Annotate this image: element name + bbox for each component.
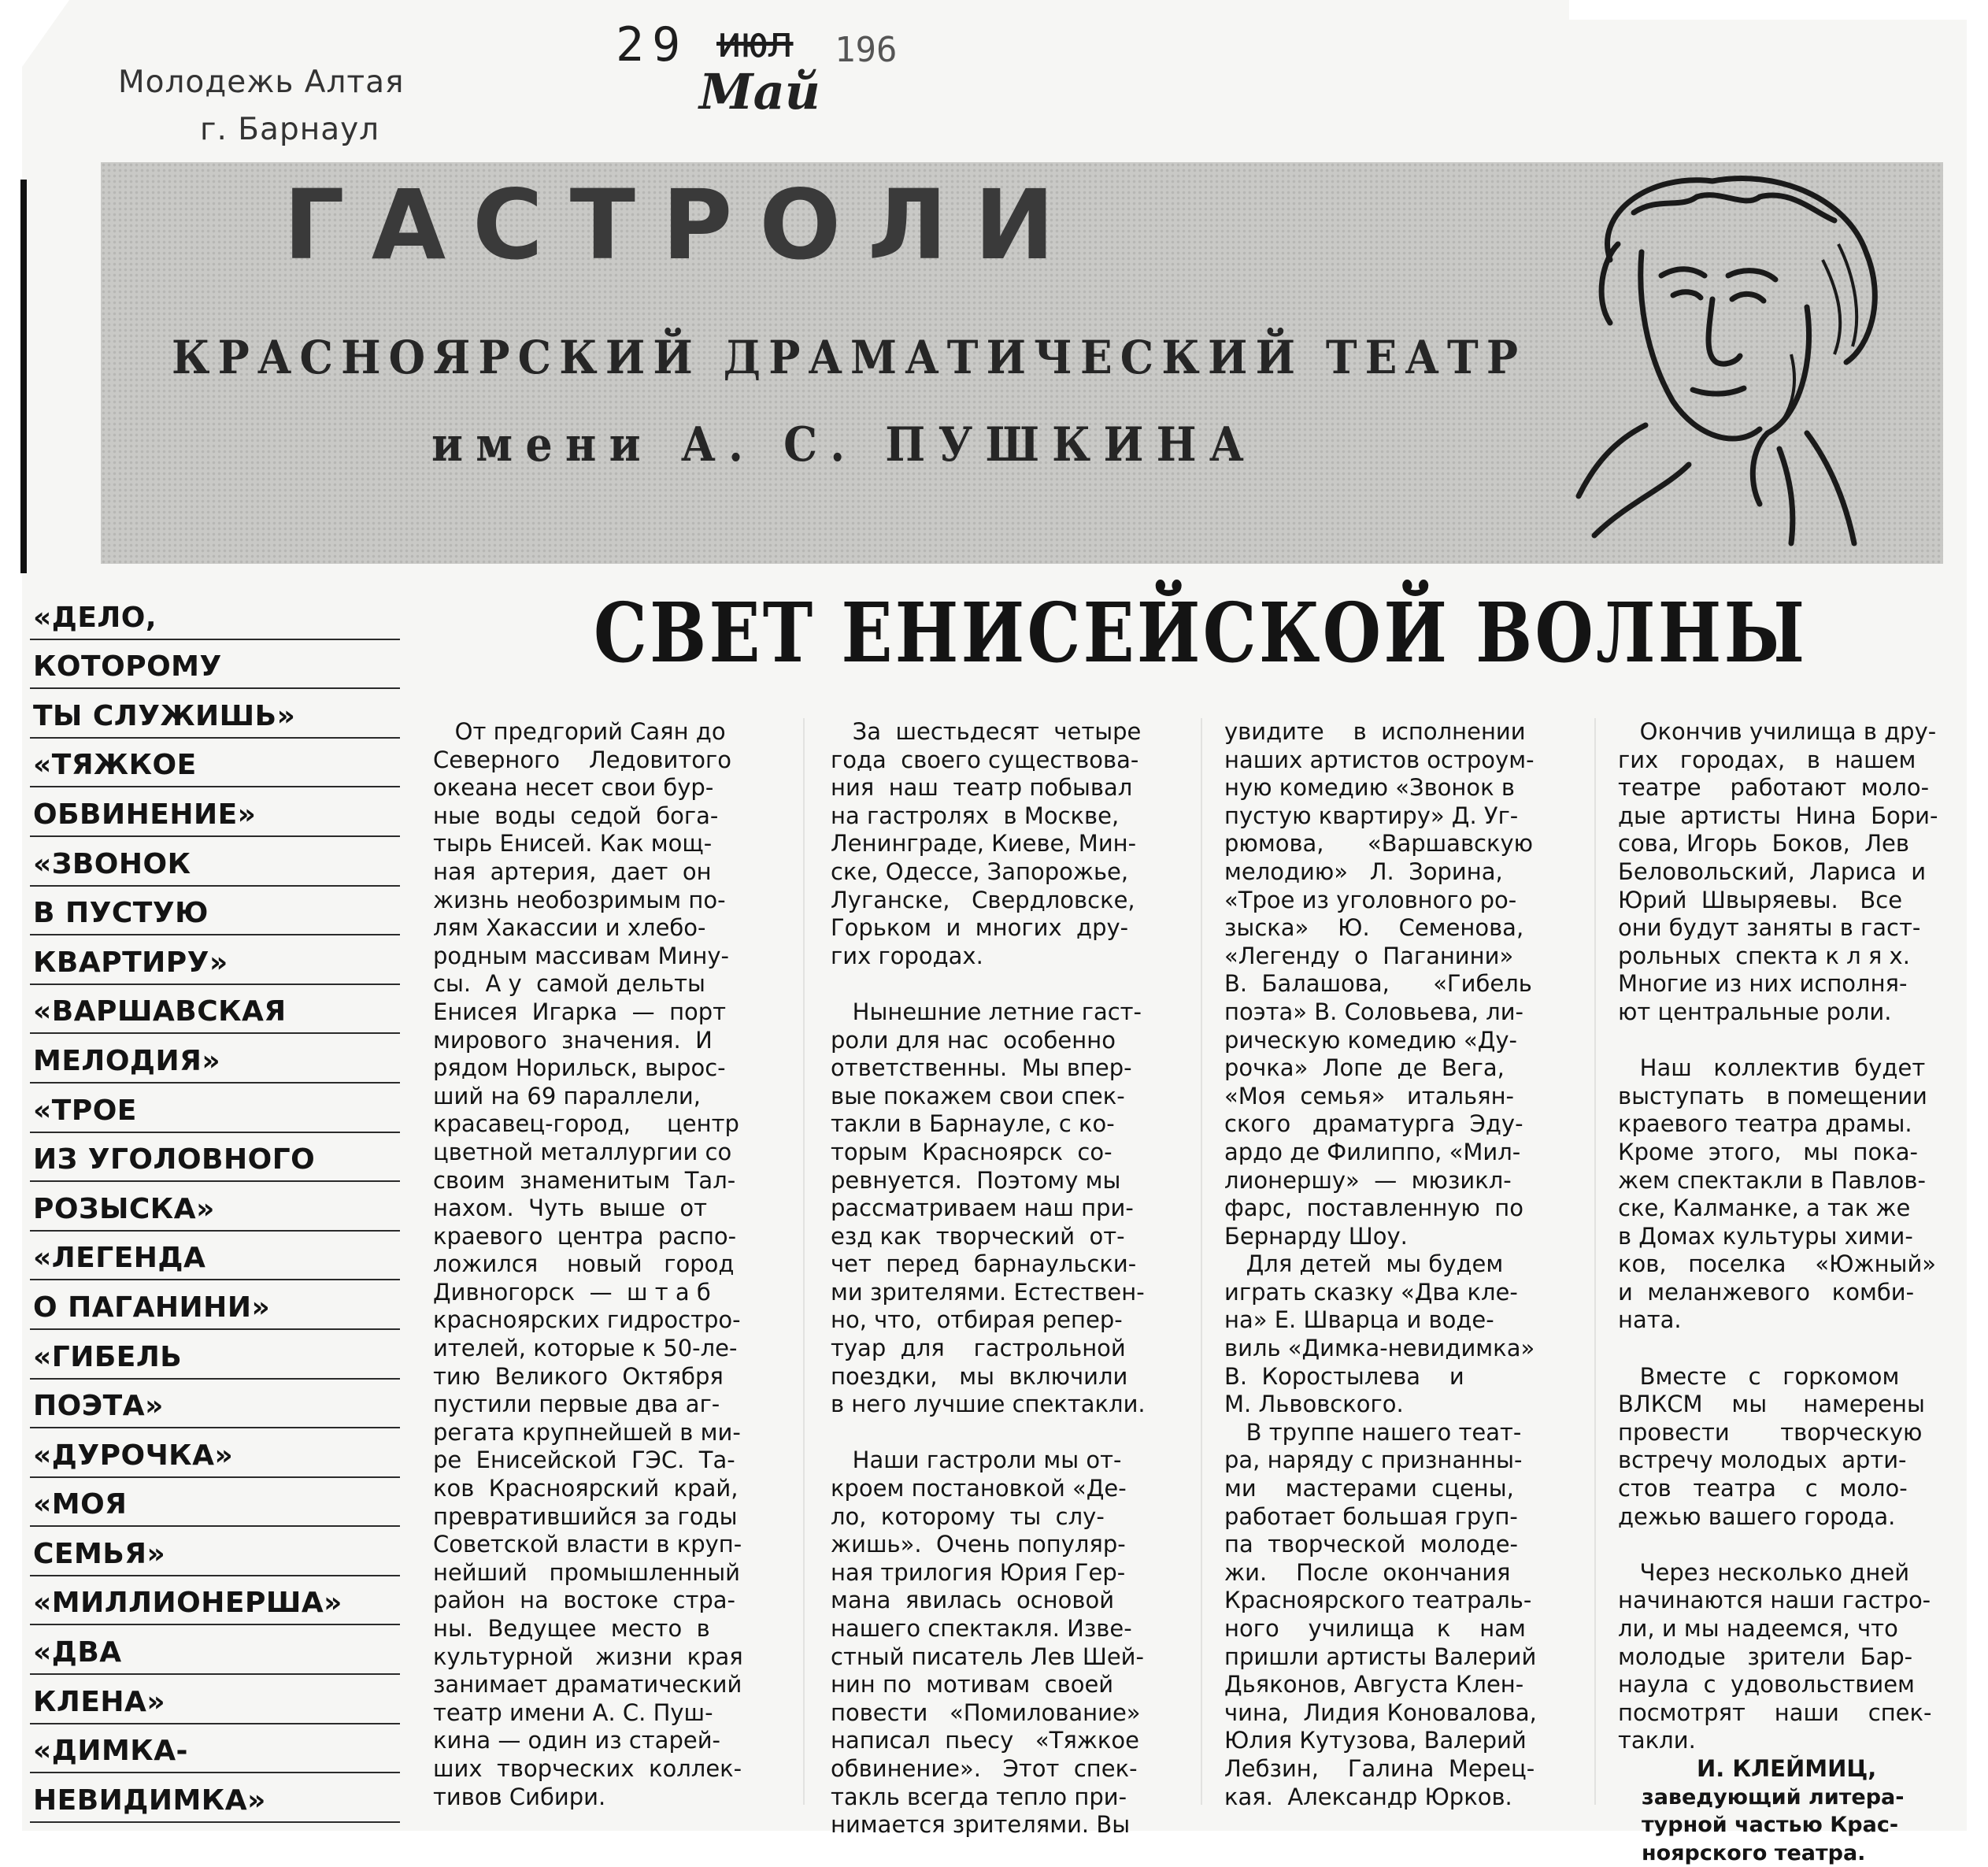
- signature-title-line-3: ноярского театра.: [1642, 1840, 1866, 1865]
- article-line: кроем постановкой «Де-: [831, 1475, 1127, 1502]
- article-column-4: [1618, 718, 1942, 1867]
- article-line: наула с удовольствием: [1618, 1671, 1915, 1698]
- article-line: нахом. Чуть выше от: [433, 1195, 708, 1222]
- repertoire-item-text: «ДВА: [33, 1636, 122, 1669]
- repertoire-item: [30, 1232, 400, 1281]
- article-line: жем спектакли в Павлов-: [1618, 1166, 1926, 1194]
- article-line: Наши гастроли мы от-: [831, 1447, 1122, 1474]
- article-line: ителей, которые к 50-ле-: [433, 1335, 738, 1362]
- banner-kicker: ГАСТРОЛИ: [283, 169, 1082, 281]
- repertoire-item-text: «ТЯЖКОЕ: [33, 749, 197, 782]
- article-line: написал пьесу «Тяжкое: [831, 1727, 1140, 1754]
- repertoire-list: [30, 591, 400, 1823]
- article-line: красавец-город, центр: [433, 1110, 739, 1138]
- article-line: Красноярского театраль-: [1224, 1587, 1532, 1614]
- repertoire-item-text: ИЗ УГОЛОВНОГО: [33, 1143, 316, 1176]
- article-line: рочка» Лопе де Вега,: [1224, 1054, 1505, 1082]
- repertoire-item-text: «ЛЕГЕНДА: [33, 1242, 206, 1275]
- repertoire-item: [30, 1280, 400, 1330]
- article-line: ра, наряду с признанны-: [1224, 1447, 1523, 1474]
- article-line: Окончив училища в дру-: [1618, 718, 1937, 745]
- article-line: Бернарду Шоу.: [1224, 1222, 1408, 1250]
- repertoire-item: [30, 887, 400, 936]
- stamp-month-struck: июл: [716, 17, 794, 67]
- article-line: гих городах, в нашем: [1618, 746, 1916, 773]
- article-line: тырь Енисей. Как мощ-: [433, 830, 713, 858]
- stamp-year: 196: [835, 30, 898, 70]
- repertoire-item-text: КВАРТИРУ»: [33, 946, 228, 979]
- article-line: [1618, 1335, 1942, 1363]
- article-line: ло, которому ты слу-: [831, 1502, 1105, 1530]
- repertoire-item-text: СЕМЬЯ»: [33, 1537, 166, 1570]
- article-line: [1618, 1531, 1942, 1559]
- repertoire-item-text: ТЫ СЛУЖИШЬ»: [33, 699, 296, 732]
- article-line: в Домах культуры хими-: [1618, 1222, 1913, 1250]
- article-line: Луганске, Свердловске,: [831, 886, 1135, 913]
- article-line: пустую квартиру» Д. Уг-: [1224, 802, 1519, 829]
- article-line: рассматриваем наш при-: [831, 1195, 1134, 1222]
- article-line: ардо де Филиппо, «Мил-: [1224, 1138, 1521, 1165]
- article-line: Ленинграде, Киеве, Мин-: [831, 830, 1137, 858]
- repertoire-item: [30, 1773, 400, 1823]
- article-line: чет перед барнаульски-: [831, 1250, 1137, 1278]
- article-line: увидите в исполнении: [1224, 718, 1526, 745]
- article-line: рольных спекта к л я х.: [1618, 942, 1910, 969]
- repertoire-item: [30, 689, 400, 739]
- article-line: занимает драматический: [433, 1671, 742, 1698]
- repertoire-item: [30, 985, 400, 1035]
- repertoire-item: [30, 1330, 400, 1380]
- article-line: гих городах.: [831, 942, 983, 969]
- article-line: ные воды седой бога-: [433, 802, 719, 829]
- article-line: ного училища к нам: [1224, 1615, 1526, 1642]
- article-line: езд как творческий от-: [831, 1222, 1125, 1250]
- article-line: торым Красноярск со-: [831, 1138, 1112, 1165]
- article-line: ют центральные роли.: [1618, 998, 1892, 1025]
- article-line: рядом Норильск, вырос-: [433, 1054, 726, 1082]
- repertoire-item-text: «ДЕЛО,: [33, 601, 157, 634]
- article-line: сова, Игорь Боков, Лев: [1618, 830, 1909, 858]
- article-line: поэта» В. Соловьева, ли-: [1224, 998, 1524, 1025]
- article-line: и меланжевого комби-: [1618, 1278, 1915, 1306]
- article-line: выступать в помещении: [1618, 1082, 1927, 1109]
- article-line: на гастролях в Москве,: [831, 802, 1120, 829]
- article-line: чина, Лидия Коновалова,: [1224, 1698, 1537, 1726]
- article-line: роли для нас особенно: [831, 1026, 1116, 1054]
- article-line: ложился новый город: [433, 1250, 735, 1278]
- repertoire-item: [30, 787, 400, 837]
- repertoire-item: [30, 1084, 400, 1133]
- article-line: Наш коллектив будет: [1618, 1054, 1926, 1082]
- article-line: театре работают моло-: [1618, 774, 1930, 802]
- article-line: Советской власти в круп-: [433, 1531, 742, 1558]
- column-gutter: [1201, 718, 1202, 1805]
- margin-rule: [20, 180, 27, 573]
- repertoire-item: [30, 1182, 400, 1232]
- article-line: ших творческих коллек-: [433, 1754, 742, 1782]
- article-line: Дивногорск — ш т а б: [433, 1278, 711, 1306]
- repertoire-item-text: «МИЛЛИОНЕРША»: [33, 1587, 342, 1620]
- article-line: За шестьдесят четыре: [831, 718, 1142, 745]
- article-line: родным массивам Мину-: [433, 942, 729, 969]
- article-line: встречу молодых арти-: [1618, 1447, 1907, 1474]
- article-line: «Моя семья» итальян-: [1224, 1082, 1514, 1109]
- article-line: но, что, отбирая репер-: [831, 1306, 1123, 1334]
- article-line: Лебзин, Галина Мерец-: [1224, 1754, 1535, 1782]
- article-line: зыска» Ю. Семенова,: [1224, 914, 1524, 942]
- article-line: красноярских гидростро-: [433, 1306, 741, 1334]
- repertoire-item-text: КОТОРОМУ: [33, 650, 222, 683]
- article-line: поездки, мы включили: [831, 1362, 1128, 1390]
- repertoire-item: [30, 1527, 400, 1576]
- article-line: такли в Барнауле, с ко-: [831, 1110, 1115, 1138]
- article-line: ске, Калманке, а так же: [1618, 1195, 1911, 1222]
- article-line: туар для гастрольной: [831, 1335, 1126, 1362]
- repertoire-item: [30, 1675, 400, 1724]
- article-line: дые артисты Нина Бори-: [1618, 802, 1938, 829]
- repertoire-item-text: «ВАРШАВСКАЯ: [33, 995, 287, 1028]
- column-gutter: [803, 718, 805, 1805]
- article-line: ли, и мы надеемся, что: [1618, 1615, 1898, 1642]
- article-line: обвинение». Этот спек-: [831, 1754, 1138, 1782]
- article-line: ны. Ведущее место в: [433, 1615, 710, 1642]
- article-line: В. Балашова, «Гибель: [1224, 970, 1532, 998]
- repertoire-item: [30, 1576, 400, 1626]
- article-line: сы. А у самой дельты: [433, 970, 705, 998]
- article-line: тию Великого Октября: [433, 1362, 724, 1390]
- article-line: [831, 1419, 1155, 1447]
- article-line: ске, Одессе, Запорожье,: [831, 858, 1129, 885]
- article-line: ми зрителями. Естествен-: [831, 1278, 1145, 1306]
- repertoire-item: [30, 1625, 400, 1675]
- repertoire-item: [30, 935, 400, 985]
- repertoire-item-text: «ДУРОЧКА»: [33, 1439, 234, 1472]
- repertoire-item-text: «ТРОЕ: [33, 1094, 137, 1127]
- article-line: В труппе нашего теат-: [1224, 1418, 1522, 1446]
- article-line: ков Красноярский край,: [433, 1475, 739, 1502]
- repertoire-item-text: РОЗЫСКА»: [33, 1192, 215, 1225]
- article-line: ния наш театр побывал: [831, 774, 1133, 802]
- article-line: на» Е. Шварца и водe-: [1224, 1306, 1494, 1334]
- article-line: кина — один из старей-: [433, 1727, 721, 1754]
- article-line: Северного Ледовитого: [433, 746, 731, 773]
- article-line: нин по мотивам своей: [831, 1671, 1114, 1698]
- newspaper-city: г. Барнаул: [200, 112, 380, 147]
- stamp-day: 29: [616, 17, 689, 72]
- article-line: работает большая груп-: [1224, 1502, 1518, 1530]
- article-line: виль «Димка-невидимка»: [1224, 1335, 1535, 1362]
- article-line: в него лучшие спектакли.: [831, 1391, 1146, 1418]
- repertoire-item-text: «ДИМКА-: [33, 1735, 188, 1768]
- article-line: ми мастерами сцены,: [1224, 1475, 1514, 1502]
- article-line: жизнь необозримым по-: [433, 886, 726, 913]
- article-line: Юрий Швыряевы. Все: [1618, 886, 1903, 913]
- repertoire-item: [30, 739, 400, 788]
- article-line: вые покажем свои спек-: [831, 1082, 1125, 1109]
- article-line: Вместе с горкомом: [1618, 1362, 1900, 1390]
- repertoire-item-text: КЛЕНА»: [33, 1685, 166, 1718]
- article-line: Горьком и многих дру-: [831, 914, 1129, 942]
- article-line: ответственны. Мы впер-: [831, 1054, 1132, 1082]
- article-line: [831, 970, 1155, 998]
- article-line: район на востоке стра-: [433, 1587, 736, 1614]
- article-line: превратившийся за годы: [433, 1502, 738, 1530]
- handwritten-month: Май: [699, 63, 820, 120]
- article-column-2: [831, 718, 1155, 1839]
- article-line: ВЛКСМ мы намерены: [1618, 1391, 1925, 1418]
- article-line: такли.: [1618, 1727, 1696, 1754]
- article-line: посмотрят наши спек-: [1618, 1698, 1932, 1726]
- article-line: Через несколько дней: [1618, 1558, 1910, 1586]
- article-line: краевого театра драмы.: [1618, 1110, 1912, 1138]
- article-line: мана явилась основой: [831, 1587, 1115, 1614]
- repertoire-item: [30, 1380, 400, 1429]
- article-line: Беловольский, Лариса и: [1618, 858, 1927, 885]
- repertoire-item: [30, 1133, 400, 1183]
- repertoire-item-text: В ПУСТУЮ: [33, 897, 209, 930]
- article-line: «Легенду о Паганини»: [1224, 942, 1514, 969]
- article-line: такль всегда тепло при-: [831, 1783, 1127, 1810]
- article-line: От предгорий Саян до: [433, 718, 726, 745]
- repertoire-item: [30, 591, 400, 640]
- signature-author: И. КЛЕЙМИЦ,: [1697, 1754, 1877, 1782]
- article-line: лионершу» — мюзикл-: [1224, 1166, 1512, 1194]
- article-line: пустили первые два аг-: [433, 1391, 720, 1418]
- repertoire-item-text: НЕВИДИМКА»: [33, 1784, 266, 1817]
- article-line: рюмова, «Варшавскую: [1224, 830, 1534, 858]
- article-line: дежью вашего города.: [1618, 1502, 1896, 1530]
- article-line: нейший промышленный: [433, 1558, 740, 1586]
- article-line: М. Львовского.: [1224, 1391, 1404, 1418]
- article-line: ший на 69 параллели,: [433, 1082, 701, 1109]
- article-line: культурной жизни края: [433, 1643, 743, 1670]
- article-line: года своего существова-: [831, 746, 1139, 773]
- article-line: регата крупнейшей в ми-: [433, 1418, 741, 1446]
- article-line: театр имени А. С. Пуш-: [433, 1698, 713, 1726]
- article-line: ная артерия, дает он: [433, 858, 712, 885]
- article-column-1: [433, 718, 757, 1811]
- article-line: тивов Сибири.: [433, 1783, 606, 1810]
- article-line: жишь». Очень популяр-: [831, 1531, 1126, 1558]
- article-line: мирового значения. И: [433, 1026, 713, 1054]
- article-line: Енисея Игарка — порт: [433, 998, 727, 1025]
- repertoire-item-text: ПОЭТА»: [33, 1390, 164, 1423]
- column-gutter: [1594, 718, 1596, 1805]
- article-line: ре Енисейской ГЭС. Та-: [433, 1447, 735, 1474]
- pushkin-portrait: [1476, 165, 1941, 559]
- article-line: мелодию» Л. Зорина,: [1224, 858, 1503, 885]
- article-line: ревнуется. Поэтому мы: [831, 1166, 1121, 1194]
- repertoire-item: [30, 1428, 400, 1478]
- article-line: своим знаменитым Тал-: [433, 1166, 736, 1194]
- article-line: [1618, 1027, 1942, 1055]
- article-line: Дьяконов, Августа Клен-: [1224, 1671, 1524, 1698]
- article-line: жи. После окончания: [1224, 1558, 1511, 1586]
- article-line: они будут заняты в гаст-: [1618, 914, 1921, 942]
- article-line: В. Коростылева и: [1224, 1362, 1464, 1390]
- repertoire-item: [30, 1724, 400, 1774]
- article-line: фарс, поставленную по: [1224, 1195, 1523, 1222]
- article-line: Нынешние летние гаст-: [831, 998, 1142, 1025]
- repertoire-item-text: «ЗВОНОК: [33, 847, 191, 880]
- article-line: пришли артисты Валерий: [1224, 1643, 1537, 1670]
- article-line: играть сказку «Два кле-: [1224, 1278, 1518, 1306]
- article-line: лям Хакассии и хлебо-: [433, 914, 706, 942]
- repertoire-item-text: МЕЛОДИЯ»: [33, 1044, 221, 1077]
- article-line: Юлия Кутузова, Валерий: [1224, 1727, 1527, 1754]
- article-line: рическую комедию «Ду-: [1224, 1026, 1518, 1054]
- article-line: Многие из них исполня-: [1618, 970, 1908, 998]
- article-line: ную комедию «Звонок в: [1224, 774, 1515, 802]
- article-line: молодые зрители Бар-: [1618, 1643, 1913, 1670]
- article-line: «Трое из уголовного ро-: [1224, 886, 1517, 913]
- article-line: начинаются наши гастро-: [1618, 1587, 1931, 1614]
- article-line: стный писатель Лев Шей-: [831, 1643, 1144, 1670]
- repertoire-item-text: «ГИБЕЛЬ: [33, 1340, 183, 1373]
- article-line: повести «Помилование»: [831, 1698, 1141, 1726]
- article-line: па творческой молоде-: [1224, 1531, 1519, 1558]
- article-line: ная трилогия Юрия Гер-: [831, 1558, 1126, 1586]
- article-line: краевого центра распо-: [433, 1222, 737, 1250]
- repertoire-item-text: «МОЯ: [33, 1488, 128, 1521]
- article-line: цветной металлургии со: [433, 1138, 732, 1165]
- banner-theatre-name: КРАСНОЯРСКИЙ ДРАМАТИЧЕСКИЙ ТЕАТР: [172, 331, 1527, 384]
- article-line: ского драматурга Эду-: [1224, 1110, 1523, 1138]
- article-line: нимается зрителями. Вы: [831, 1811, 1131, 1839]
- article-column-3: [1224, 718, 1549, 1811]
- article-line: Кроме этого, мы пока-: [1618, 1138, 1918, 1165]
- repertoire-item-text: О ПАГАНИНИ»: [33, 1291, 271, 1324]
- article-headline: СВЕТ ЕНИСЕЙСКОЙ ВОЛНЫ: [594, 584, 1808, 681]
- article-line: нашего спектакля. Изве-: [831, 1615, 1132, 1642]
- article-line: стов театра с моло-: [1618, 1475, 1908, 1502]
- banner-named-after: имени А. С. ПУШКИНА: [431, 417, 1257, 472]
- article-line: наших артистов остроум-: [1224, 746, 1534, 773]
- repertoire-item-text: ОБВИНЕНИЕ»: [33, 798, 257, 831]
- article-line: провести творческую: [1618, 1418, 1923, 1446]
- article-line: ков, поселка «Южный»: [1618, 1250, 1937, 1278]
- article-line: Для детей мы будем: [1224, 1250, 1504, 1278]
- repertoire-item: [30, 837, 400, 887]
- article-line: ната.: [1618, 1306, 1682, 1334]
- signature-title-line-1: заведующий литера-: [1642, 1784, 1905, 1810]
- repertoire-item: [30, 640, 400, 690]
- newspaper-title: Молодежь Алтая: [118, 65, 405, 100]
- article-line: кая. Александр Юрков.: [1224, 1783, 1512, 1810]
- signature-title-line-2: турной частью Крас-: [1642, 1813, 1899, 1838]
- article-line: океана несет свои бур-: [433, 774, 714, 802]
- repertoire-item: [30, 1034, 400, 1084]
- repertoire-item: [30, 1478, 400, 1528]
